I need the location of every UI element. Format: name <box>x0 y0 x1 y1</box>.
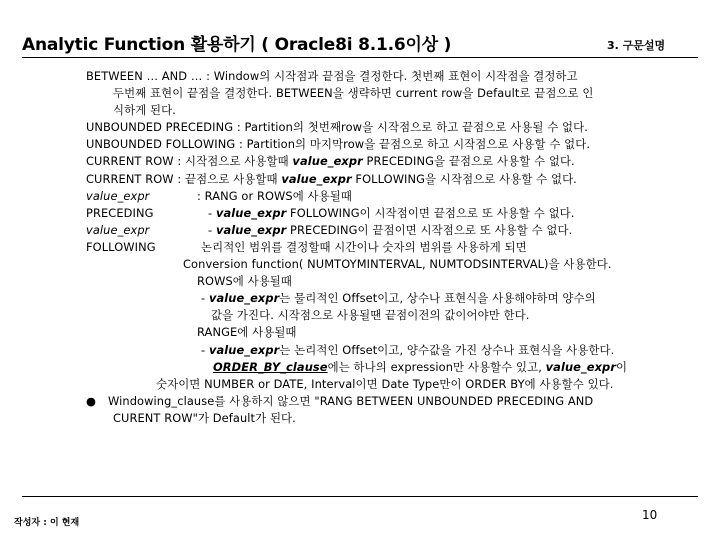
section-label: 3. 구문설명 <box>607 39 666 52</box>
text-line: RANGE에 사용될때 <box>197 325 297 340</box>
text-line <box>0 171 720 188</box>
header-rule <box>22 57 698 58</box>
text-line: 숫자이면 NUMBER or DATE, Interval이면 Date Type만이 ORDER BY에 사용할수 있다. <box>156 376 614 391</box>
author-label: 작성자 : 이 현재 <box>14 518 80 528</box>
text-span: PRECEDING을 끝점으로 사용할 수 없다. <box>362 154 575 169</box>
footer-rule <box>22 496 698 497</box>
text-line: ROWS에 사용될때 <box>197 274 293 289</box>
text-line <box>0 153 720 170</box>
text-line <box>0 188 720 205</box>
text-line <box>0 222 720 239</box>
value-expr-term: value_expr <box>215 205 287 220</box>
value-expr-term: value_expr <box>208 291 280 306</box>
page-title: Analytic Function 활용하기 ( Oracle8i 8.1.6이상 ) <box>22 35 452 55</box>
body-text <box>0 68 720 427</box>
text-span: - value_expr PRECEDING이 끝점이면 시작점으로 또 사용할 수 없다. <box>208 222 573 237</box>
text-line: CURENT ROW"가 Default가 된다. <box>113 410 296 425</box>
text-line: 식하게 된다. <box>113 103 176 118</box>
value-expr-term: value_expr <box>208 342 280 357</box>
text-line <box>0 205 720 222</box>
text-line: BETWEEN … AND … : Window의 시작점과 끝점을 결정한다. 첫번째 표현이 시작점을 결정하고 <box>86 69 578 83</box>
preceding-label: PRECEDING <box>86 205 154 220</box>
text-line: Conversion function( NUMTOYMINTERVAL, NUMTODSINTERVAL)을 사용한다. <box>183 257 612 272</box>
value-expr-term: value_expr <box>281 171 352 186</box>
text-span: CURRENT ROW : 끝점으로 사용할때 <box>86 171 282 186</box>
page-number: 10 <box>642 508 658 522</box>
text-span: : RANG or ROWS에 사용될때 <box>197 188 352 203</box>
text-line: - value_expr는 물리적인 Offset이고, 상수나 표현식을 사용해야하며 양수의 <box>201 291 596 306</box>
text-line: UNBOUNDED PRECEDING : Partition의 첫번째row을 시작점으로 하고 끝점으로 사용될 수 없다. <box>86 120 588 135</box>
value-expr-term: value_expr <box>292 154 363 169</box>
following-label: FOLLOWING <box>86 239 156 254</box>
text-line: 값을 가진다. 시작점으로 사용될땐 끝점이전의 값이어야만 한다. <box>211 308 530 323</box>
text-line: - value_expr는 논리적인 Offset이고, 양수값을 가진 상수나 표현식을 사용한다. <box>201 342 615 357</box>
value-expr-label: value_expr <box>86 222 150 237</box>
text-span: FOLLOWING을 시작점으로 사용할 수 없다. <box>351 171 577 186</box>
value-expr-term: value_expr <box>215 222 287 237</box>
text-span: - value_expr FOLLOWING이 시작점이면 끝점으로 또 사용할 수 없다. <box>208 205 575 220</box>
text-span: CURRENT ROW : 시작점으로 사용할때 <box>86 154 293 169</box>
value-expr-term: value_expr <box>545 359 617 374</box>
value-expr-label: value_expr <box>86 188 150 203</box>
text-line: 두번째 표현이 끝점을 결정한다. BETWEEN을 생략하면 current row을 Default로 끝점으로 인 <box>113 86 594 101</box>
text-line: ORDER_BY_clause에는 하나의 expression만 사용할수 있고, value_expr이 <box>213 359 628 374</box>
text-line: ● Windowing_clause를 사용하지 않으면 "RANG BETWEEN UNBOUNDED PRECEDING AND <box>0 393 720 410</box>
text-span: 논리적인 범위를 결정할때 시간이나 숫자의 범위를 사용하게 되면 <box>201 239 527 254</box>
text-line: UNBOUNDED FOLLOWING : Partition의 마지막row을 끝점으로 하고 시작점으로 사용할 수 없다. <box>86 137 591 152</box>
order-by-clause-term: ORDER_BY_clause <box>213 359 328 374</box>
bullet-icon: ● <box>86 393 97 408</box>
text-line <box>0 239 720 256</box>
